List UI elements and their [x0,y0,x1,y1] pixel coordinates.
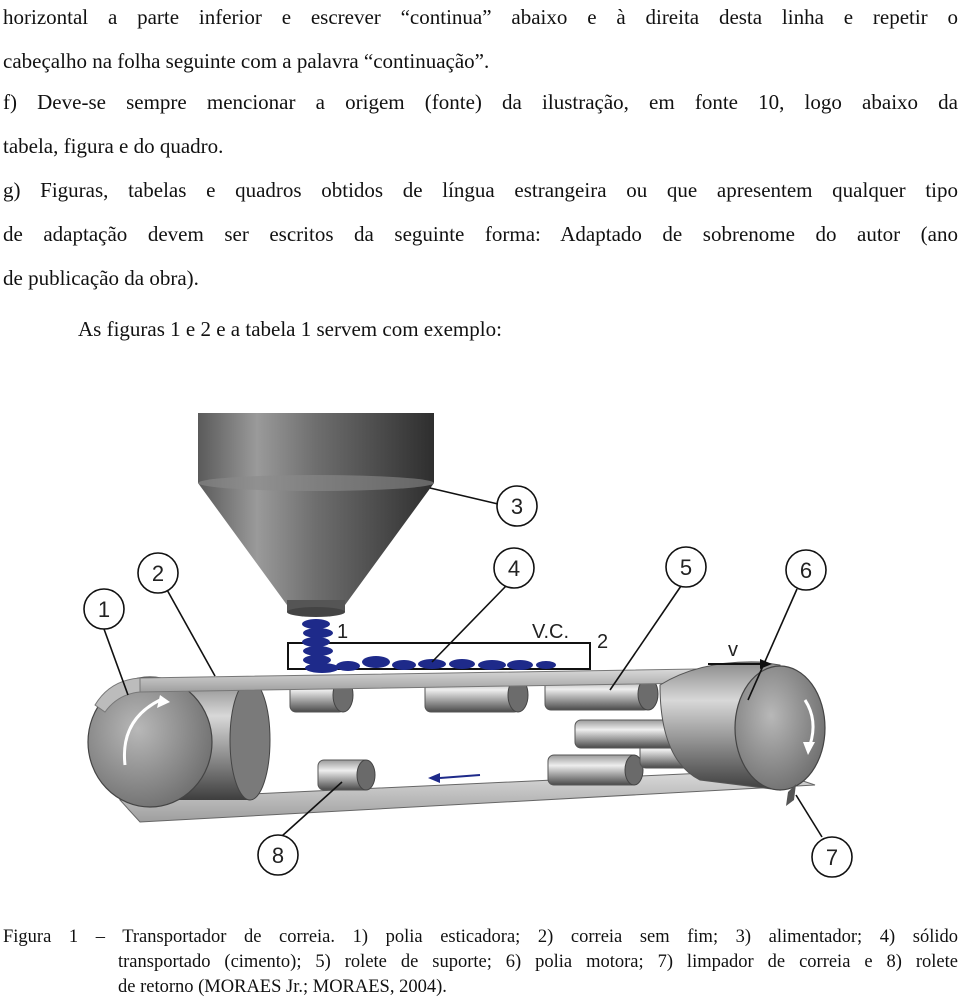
caption-line: transportado (cimento); 5) rolete de suporte; 6) polia motora; 7) limpador de correia e 8) rolete [118,952,958,972]
callout-number-6: 6 [799,558,813,583]
caption-line: de retorno (MORAES Jr.; MORAES, 2004). [118,977,447,997]
figure-caption [3,925,958,1000]
text-line: horizontal a parte inferior e escrever “continua” abaixo e à direita desta linha e repetir o [3,5,958,29]
text-line: f) Deve-se sempre mencionar a origem (fonte) da ilustração, em fonte 10, logo abaixo da [3,90,958,114]
text-line: de adaptação devem ser escritos da seguinte forma: Adaptado de sobrenome do autor (ano [3,222,958,246]
label-control-volume: V.C. [532,621,570,643]
drive-pulley [660,662,825,790]
callout-number-1: 1 [97,597,111,622]
text-line: As figuras 1 e 2 e a tabela 1 servem com exemplo: [78,317,502,341]
text-line: de publicação da obra). [3,266,199,290]
text-line: tabela, figura e do quadro. [3,134,224,158]
caption-line: Figura 1 – Transportador de correia. 1) polia esticadora; 2) correia sem fim; 3) alimentador; 4) sólido [3,927,958,947]
callout-number-5: 5 [679,555,693,580]
return-direction-arrow [428,773,480,783]
paragraph-example [78,307,958,351]
paragraph-item-g [3,168,958,300]
callout-number-4: 4 [507,556,521,581]
label-inner-1: 1 [337,621,349,643]
callout-number-2: 2 [151,561,165,586]
text-line: g) Figuras, tabelas e quadros obtidos de língua estrangeira ou que apresentem qualquer tipo [3,178,958,202]
paragraph-item-f [3,80,958,168]
text-line: cabeçalho na folha seguinte com a palavra “continuação”. [3,49,490,73]
callout-number-8: 8 [271,843,285,868]
belt-conveyor-figure [0,405,960,910]
label-velocity: v [728,639,738,661]
label-inner-2: 2 [597,631,609,653]
feeder-hopper [198,413,434,617]
paragraph-intro [3,0,958,83]
callout-number-3: 3 [510,494,524,519]
callout-number-7: 7 [825,845,839,870]
